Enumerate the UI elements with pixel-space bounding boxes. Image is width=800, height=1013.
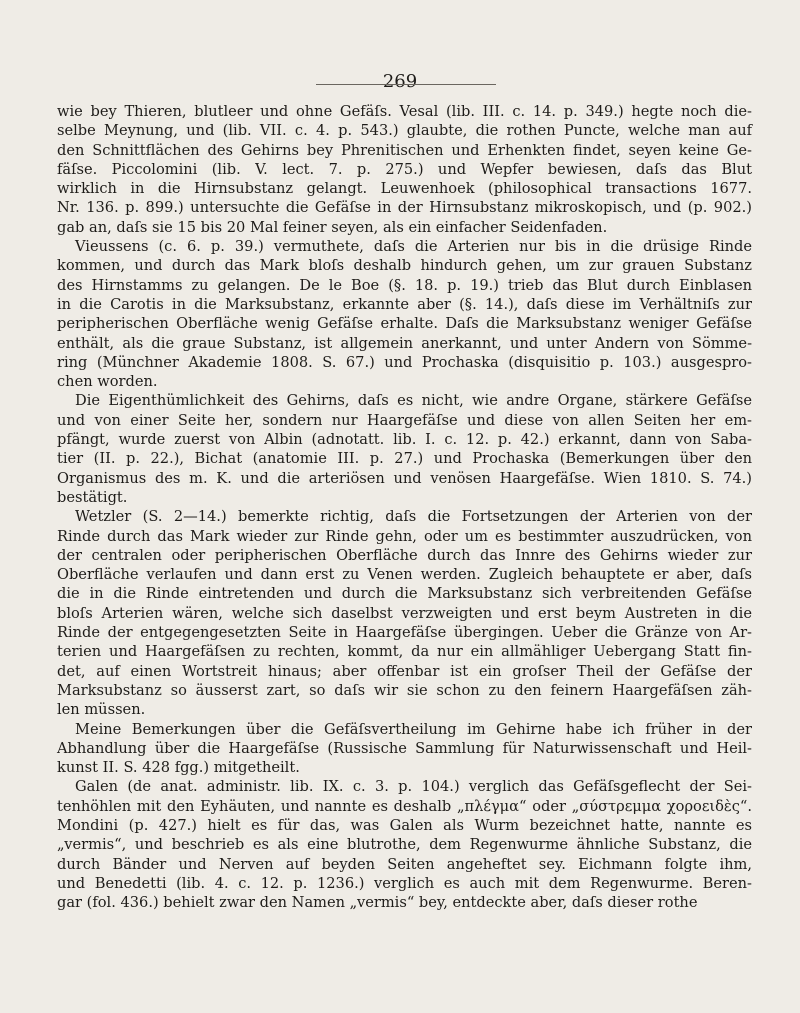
text-line: in die Carotis in die Marksubstanz, erkannte aber (§. 14.), daſs diese im Verhältniſs zur bbox=[57, 295, 752, 313]
text-line: terien und Haargefäſsen zu rechten, kommt, da nur ein allmähliger Uebergang Statt fin- bbox=[57, 643, 752, 661]
text-line: Rinde durch das Mark wieder zur Rinde gehn, oder um es bestimmter auszudrücken, von bbox=[57, 527, 752, 545]
text-line: pfängt, wurde zuerst von Albin (adnotatt. lib. I. c. 12. p. 42.) erkannt, dann von Saba- bbox=[57, 431, 752, 449]
text-line: Marksubstanz so äusserst zart, so daſs wir sie schon zu den feinern Haargefäſsen zäh- bbox=[57, 681, 752, 699]
paragraph bbox=[57, 507, 752, 719]
text-line: Meine Bemerkungen über die Gefäſsvertheilung im Gehirne habe ich früher in der bbox=[75, 720, 752, 738]
text-line: Organismus des m. K. und die arteriösen und venösen Haargefäſse. Wien 1810. S. 74.) bbox=[57, 469, 752, 487]
text-line: des Hirnstamms zu gelangen. De le Boe (§. 18. p. 19.) trieb das Blut durch Einblasen bbox=[57, 276, 752, 294]
paragraph bbox=[57, 102, 752, 237]
text-line: Abhandlung über die Haargefäſse (Russische Sammlung für Naturwissenschaft und Heil- bbox=[57, 739, 752, 757]
paragraph bbox=[57, 237, 752, 391]
text-line: Mondini (p. 427.) hielt es für das, was Galen als Wurm bezeichnet hatte, nannte es bbox=[57, 816, 752, 834]
text-line: wirklich in die Hirnsubstanz gelangt. Leuwenhoek (philosophical transactions 1677. bbox=[57, 180, 752, 198]
text-line: kommen, und durch das Mark bloſs deshalb hindurch gehen, um zur grauen Substanz bbox=[57, 257, 752, 275]
header-rule bbox=[316, 84, 496, 85]
text-line: die in die Rinde eintretenden und durch die Marksubstanz sich verbreitenden Gefäſse bbox=[57, 585, 752, 603]
text-line: Oberfläche verlaufen und dann erst zu Venen werden. Zugleich behauptete er aber, daſs bbox=[57, 566, 752, 584]
text-line: bloſs Arterien wären, welche sich daselbst verzweigten und erst beym Austreten in die bbox=[57, 604, 752, 622]
paragraph bbox=[57, 391, 752, 507]
text-line: der centralen oder peripherischen Oberfläche durch das Innre des Gehirns wieder zur bbox=[57, 546, 752, 564]
text-line: enthält, als die graue Substanz, ist allgemein anerkannt, und unter Andern von Sömme- bbox=[57, 334, 752, 352]
text-line: und von einer Seite her, sondern nur Haargefäſse und diese von allen Seiten her em- bbox=[57, 411, 752, 429]
text-line: durch Bänder und Nerven auf beyden Seiten angeheftet sey. Eichmann folgte ihm, bbox=[57, 855, 752, 873]
text-line: tenhöhlen mit den Eyhäuten, und nannte es deshalb „πλέγμα“ oder „σύστρεμμα χοροειδὲς“. bbox=[57, 797, 752, 815]
text-line: tier (II. p. 22.), Bichat (anatomie III. p. 27.) und Prochaska (Bemerkungen über den bbox=[57, 450, 752, 468]
text-line: peripherischen Oberfläche wenig Gefäſse erhalte. Daſs die Marksubstanz weniger Gefäſse bbox=[57, 315, 752, 333]
text-line: Galen (de anat. administr. lib. IX. c. 3. p. 104.) verglich das Gefäſsgeflecht der Sei- bbox=[75, 778, 752, 796]
text-line: gar (fol. 436.) behielt zwar den Namen „vermis“ bey, entdeckte aber, daſs dieser rothe bbox=[57, 894, 698, 912]
text-line: Vieussens (c. 6. p. 39.) vermuthete, daſs die Arterien nur bis in die drüsige Rinde bbox=[75, 238, 752, 256]
paragraph bbox=[57, 720, 752, 778]
text-line: fäſse. Piccolomini (lib. V. lect. 7. p. 275.) und Wepfer bewiesen, daſs das Blut bbox=[57, 160, 752, 178]
text-line: wie bey Thieren, blutleer und ohne Gefäſs. Vesal (lib. III. c. 14. p. 349.) hegte noch die- bbox=[57, 103, 752, 120]
text-line: len müssen. bbox=[57, 701, 146, 719]
text-line: den Schnittflächen des Gehirns bey Phrenitischen und Erhenkten findet, seyen keine Ge- bbox=[57, 141, 752, 159]
text-line: kunst II. S. 428 fgg.) mitgetheilt. bbox=[57, 759, 300, 777]
text-line: Die Eigenthümlichkeit des Gehirns, daſs es nicht, wie andre Organe, stärkere Gefäſse bbox=[75, 392, 752, 410]
text-line: Wetzler (S. 2—14.) bemerkte richtig, daſs die Fortsetzungen der Arterien von der bbox=[75, 508, 752, 526]
paragraph bbox=[57, 777, 752, 912]
text-line: chen worden. bbox=[57, 373, 158, 391]
text-line: det, auf einen Wortstreit hinaus; aber offenbar ist ein groſser Theil der Gefäſse der bbox=[57, 662, 752, 680]
text-line: gab an, daſs sie 15 bis 20 Mal feiner seyen, als ein einfacher Seidenfaden. bbox=[57, 218, 608, 236]
body-text bbox=[57, 102, 752, 912]
text-line: ring (Münchner Akademie 1808. S. 67.) und Prochaska (disquisitio p. 103.) ausgespro- bbox=[57, 353, 752, 371]
text-line: Rinde der entgegengesetzten Seite in Haargefäſse übergingen. Ueber die Gränze von Ar- bbox=[57, 624, 752, 642]
text-line: selbe Meynung, und (lib. VII. c. 4. p. 543.) glaubte, die rothen Puncte, welche man auf bbox=[57, 122, 752, 140]
text-line: bestätigt. bbox=[57, 488, 128, 506]
text-line: „vermis“, und beschrieb es als eine blutrothe, dem Regenwurme ähnliche Substanz, die bbox=[57, 836, 752, 854]
text-line: Nr. 136. p. 899.) untersuchte die Gefäſse in der Hirnsubstanz mikroskopisch, und (p. 902.) bbox=[57, 199, 752, 217]
text-line: und Benedetti (lib. 4. c. 12. p. 1236.) verglich es auch mit dem Regenwurme. Beren- bbox=[57, 874, 752, 892]
page-number: 269 bbox=[382, 71, 418, 92]
